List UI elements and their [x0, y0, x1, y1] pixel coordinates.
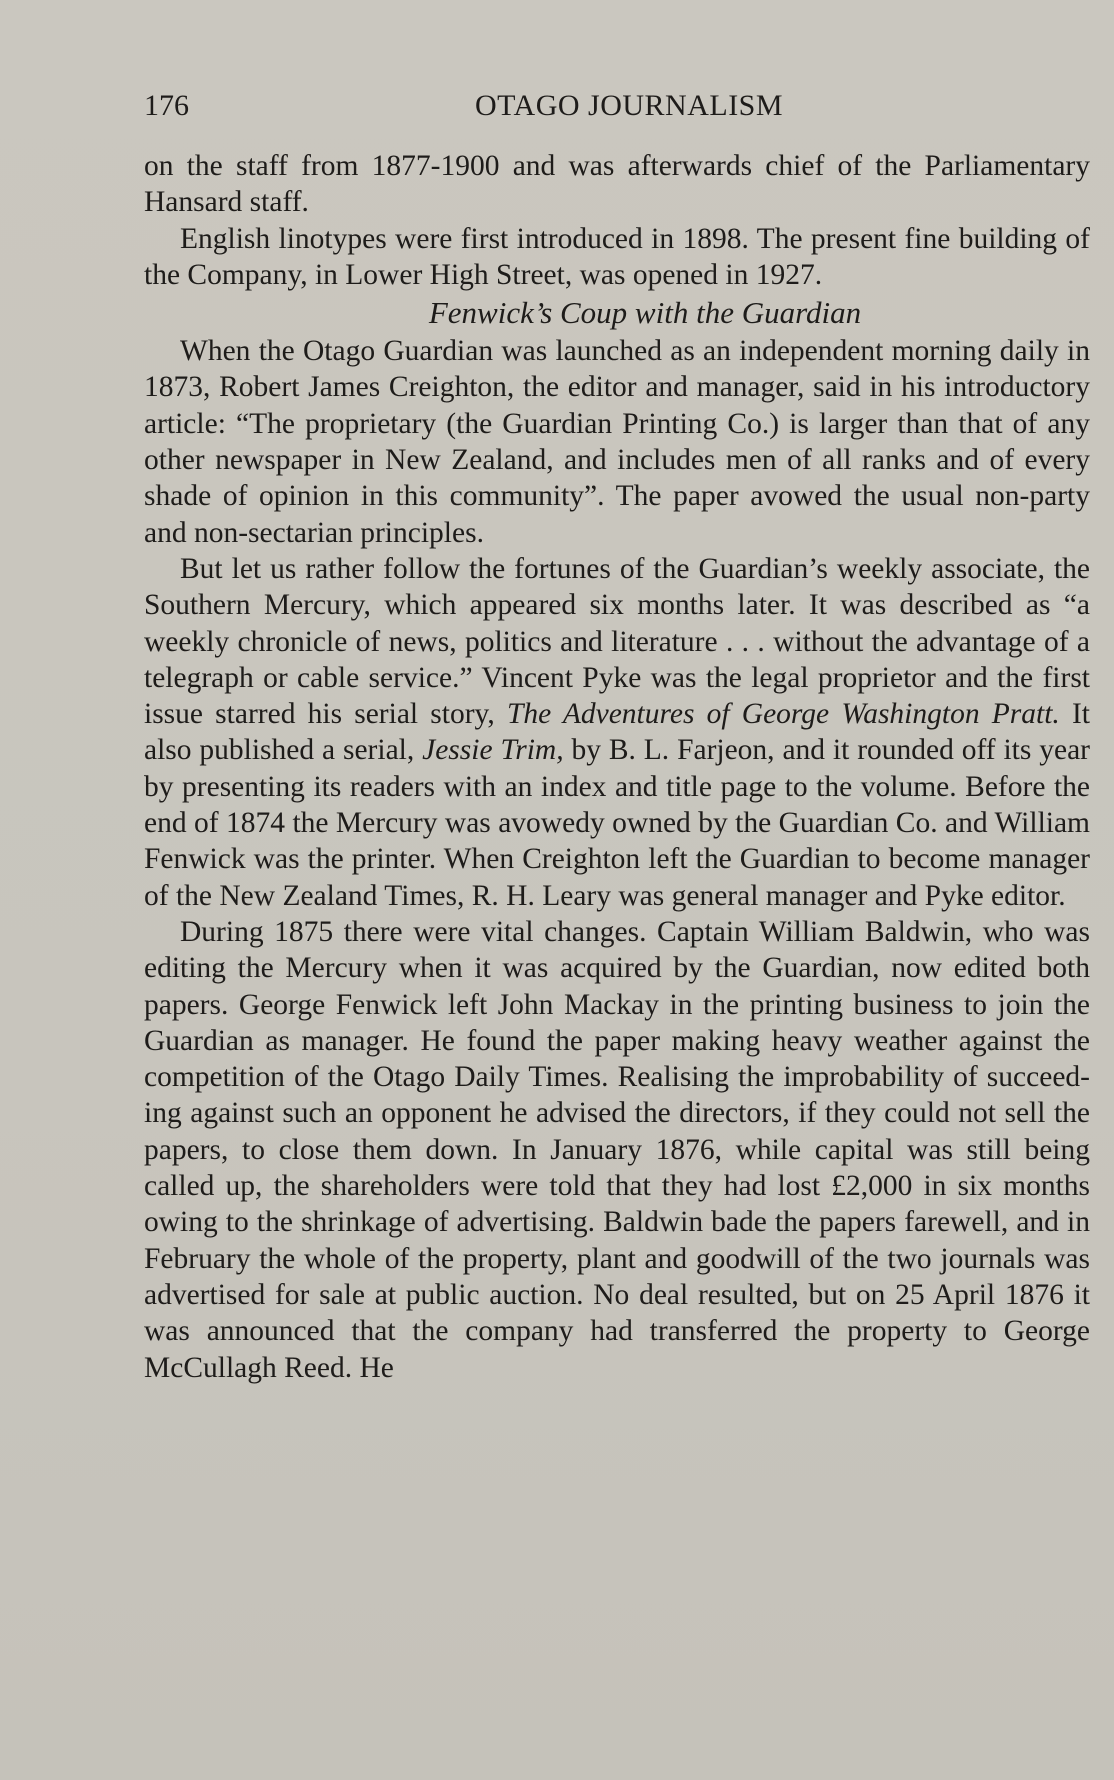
paragraph-text: It also published a serial,: [144, 698, 1090, 767]
paragraph-vital-changes: During 1875 there were vital changes. Captain William Baldwin, who was editing the Mercury when it was acquired by the Guardian, now edited both papers. George Fenwick left John Mackay in the printing business to join the Guardian as manager. He found the paper making heavy weather against the competition of the Otago Daily Times. Realising the improbability of succeeding against such an opponent he advised the directors, if they could not sell the papers, to close them down. In January 1876, while capital was still being called up, the shareholders were told that they had lost £2,000 in six months owing to the shrinkage of advertising. Baldwin bade the papers farewell, and in February the whole of the property, plant and goodwill of the two journals was advertised for sale at public auction. No deal resulted, but on 25 April 1876 it was announced that the company had transferred the property to George McCullagh Reed. He: [144, 915, 1090, 1384]
book-title-george-washington-pratt: The Adventures of George Washington Pratt.: [506, 698, 1060, 731]
paragraph-text: But let us rather follow the fortunes of the Guardian’s weekly associate, the Southern Mercury, which appeared six months later. It was described as “a weekly chronicle of news, politics and literature . . . without the advantage of a telegraph or cable service.” Vincent Pyke was the legal proprietor and the first issue starred his serial story,: [144, 552, 1090, 731]
section-subheading: Fenwick’s Coup with the Guardian: [428, 295, 862, 331]
body-text: [144, 148, 1090, 1386]
paragraph-linotypes: English linotypes were first introduced in 1898. The present fine building of the Company, in Lower High Street, was opened in 1927.: [144, 222, 1090, 291]
paragraph-text: by B. L. Farjeon, and it rounded off its year by presenting its readers with an index and title page to the volume. Before the end of 1874 the Mercury was avowedy owned by the Guardian Co. and William Fenwick was the printer. When Creighton left the Guardian to become manager of the New Zealand Times, R. H. Leary was general manager and Pyke editor.: [144, 734, 1091, 912]
page-number: 176: [144, 89, 189, 122]
book-title-jessie-trim: Jessie Trim,: [422, 734, 564, 767]
running-title: OTAGO JOURNALISM: [474, 89, 784, 122]
running-head: [144, 86, 1090, 126]
paragraph-southern-mercury: [144, 551, 1090, 914]
paragraph-continued: on the staff from 1877-1900 and was afterwards chief of the Parliamentary Hansard staff.: [144, 150, 1090, 219]
paragraph-otago-guardian: When the Otago Guardian was launched as an independent morning daily in 1873, Robert James Creighton, the editor and manager, said in his introductory article: “The proprietary (the Guardian Printing Co.) is larger than that of any other newspaper in New Zealand, and includes men of all ranks and of every shade of opinion in this community”. The paper avowed the usual non-party and non-sectarian principles.: [144, 335, 1090, 549]
